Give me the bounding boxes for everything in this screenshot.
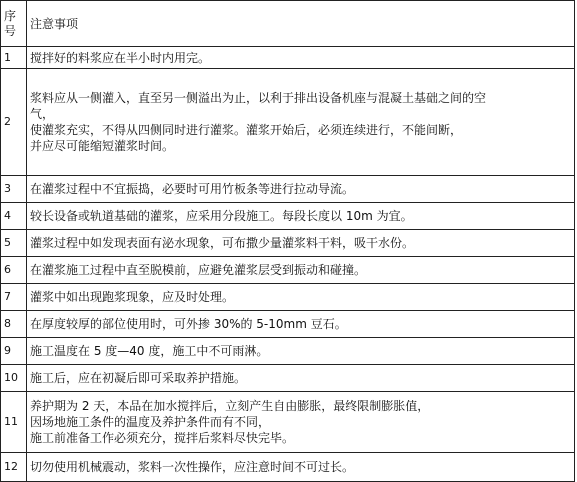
table-row — [1, 69, 575, 176]
note-line: 气， — [30, 107, 55, 121]
note-line: 施工后，应在初凝后即可采取养护措施。 — [30, 371, 247, 385]
row-note — [27, 69, 575, 176]
row-number: 1 — [1, 47, 27, 69]
row-number: 2 — [1, 69, 27, 176]
note-line: 较长设备或轨道基础的灌浆，应采用分段施工。每段长度以 10m 为宜。 — [30, 209, 413, 223]
table-row — [1, 203, 575, 230]
table-row — [1, 311, 575, 338]
row-number: 6 — [1, 257, 27, 284]
table-row — [1, 230, 575, 257]
note-line: 搅拌好的料浆应在半小时内用完。 — [30, 50, 211, 65]
row-note — [27, 365, 575, 392]
row-note — [27, 203, 575, 230]
row-number: 10 — [1, 365, 27, 392]
column-header-number — [1, 1, 27, 47]
note-line: 浆料应从一侧灌入，直至另一侧溢出为止，以利于排出设备机座与混凝土基础之间的空 — [30, 91, 487, 105]
row-number: 3 — [1, 176, 27, 203]
row-number: 12 — [1, 453, 27, 482]
row-number: 5 — [1, 230, 27, 257]
row-note — [27, 453, 575, 482]
note-line: 并应尽可能缩短灌浆时间。 — [30, 139, 175, 153]
row-note — [27, 176, 575, 203]
table-row — [1, 47, 575, 69]
row-number: 4 — [1, 203, 27, 230]
column-header-number-line2: 号 — [4, 23, 17, 38]
row-note — [27, 392, 575, 453]
note-line: 施工前准备工作必须充分，搅拌后浆料尽快完毕。 — [30, 431, 295, 445]
row-number: 9 — [1, 338, 27, 365]
note-line: 施工温度在 5 度—40 度，施工中不可雨淋。 — [30, 344, 269, 358]
row-number: 11 — [1, 392, 27, 453]
note-line: 在灌浆过程中不宜振捣，必要时可用竹板条等进行拉动导流。 — [30, 182, 355, 196]
row-number: 8 — [1, 311, 27, 338]
table-row — [1, 365, 575, 392]
table-row — [1, 176, 575, 203]
note-line: 在灌浆施工过程中直至脱模前，应避免灌浆层受到振动和碰撞。 — [30, 263, 367, 277]
table-row — [1, 284, 575, 311]
row-note — [27, 311, 575, 338]
note-line: 在厚度较厚的部位使用时，可外掺 30%的 5-10mm 豆石。 — [30, 317, 347, 331]
note-line: 灌浆过程中如发现表面有泌水现象，可布撒少量灌浆料干料，吸干水份。 — [30, 236, 415, 250]
note-line: 因场地施工条件的温度及养护条件而有不同， — [30, 415, 271, 429]
table-header-row — [1, 1, 575, 47]
row-note — [27, 284, 575, 311]
note-line: 切勿使用机械震动，浆料一次性操作，应注意时间不可过长。 — [30, 460, 355, 474]
note-line: 灌浆中如出现跑浆现象，应及时处理。 — [30, 290, 235, 304]
table-row — [1, 453, 575, 482]
row-note — [27, 257, 575, 284]
row-number: 7 — [1, 284, 27, 311]
column-header-number-line1: 序 — [4, 8, 17, 23]
note-line: 养护期为 2 天，本品在加水搅拌后，立刻产生自由膨胀，最终限制膨胀值， — [30, 399, 430, 413]
note-line: 使灌浆充实，不得从四侧同时进行灌浆。灌浆开始后，必须连续进行，不能间断， — [30, 123, 463, 137]
row-note — [27, 230, 575, 257]
row-note — [27, 47, 575, 69]
table-row — [1, 338, 575, 365]
table-row — [1, 257, 575, 284]
table-row — [1, 392, 575, 453]
column-header-notes: 注意事项 — [27, 1, 575, 47]
row-note — [27, 338, 575, 365]
